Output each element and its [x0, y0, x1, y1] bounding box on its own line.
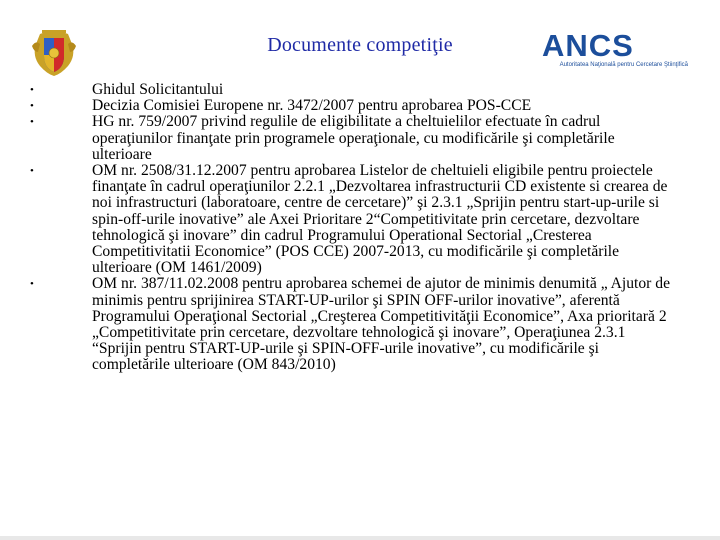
footer-divider [0, 536, 720, 540]
document-text: HG nr. 759/2007 privind regulile de eligibilitate a cheltuielilor efectuate în cadrul operaţiunilor finanţate prin programele operaţionale, cu modificările şi completările ulterioare [92, 113, 615, 163]
list-item [0, 98, 720, 114]
bullet: • [30, 100, 34, 113]
list-item [0, 276, 720, 373]
document-text: OM nr. 2508/31.12.2007 pentru aprobarea Listelor de cheltuieli eligibile pentru proiectele finanţate în cadrul operaţiunilor 2.2.1 „Dezvoltarea infrastructurii CD existente si crearea de noi infrastructuri (laboratoare, centre de cercetare)” şi 2.3.1 „Sprijin pentru start-up-urile si spin-off-urile inovative” ale Axei Prioritare 2“Competitivitate prin cercetare, dezvoltare tehnologică şi inovare” din cadrul Programului Operational Sectorial „Cresterea Competitivitatii Economice” (POS CCE) 2007-2013, cu modificările şi completările ulterioare (OM 1461/2009) [92, 162, 668, 277]
bullet: • [30, 278, 34, 291]
logo-subtitle: Autoritatea Naţională pentru Cercetare Ştiinţifică [559, 62, 688, 68]
bullet: • [30, 116, 34, 129]
bullet: • [30, 84, 34, 96]
document-text: Decizia Comisiei Europene nr. 3472/2007 pentru aprobarea POS-CCE [92, 97, 532, 115]
documents-list [0, 82, 720, 374]
logo-wordmark: ANCS [542, 28, 634, 63]
list-item [0, 114, 720, 163]
ancs-logo [528, 28, 688, 74]
list-item [0, 163, 720, 276]
list-item [0, 82, 720, 98]
document-text: OM nr. 387/11.02.2008 pentru aprobarea schemei de ajutor de minimis denumită „ Ajutor de minimis pentru sprijinirea START-UP-urilor şi SPIN OFF-urilor inovative”, aferentă Programului Operaţional Sectorial „Creşterea Competitivităţii Economice”, Axa prioritară 2 „Competitivitate prin cercetare, dezvoltare tehnologică şi inovare”, Operaţiunea 2.3.1 “Sprijin pentru START-UP-urile şi SPIN-OFF-urile inovative”, cu modificările şi completările ulterioare (OM 843/2010) [92, 275, 670, 374]
bullet: • [30, 165, 34, 178]
document-text: Ghidul Solicitantului [92, 81, 224, 98]
page-title: Documente competiţie [267, 34, 453, 56]
